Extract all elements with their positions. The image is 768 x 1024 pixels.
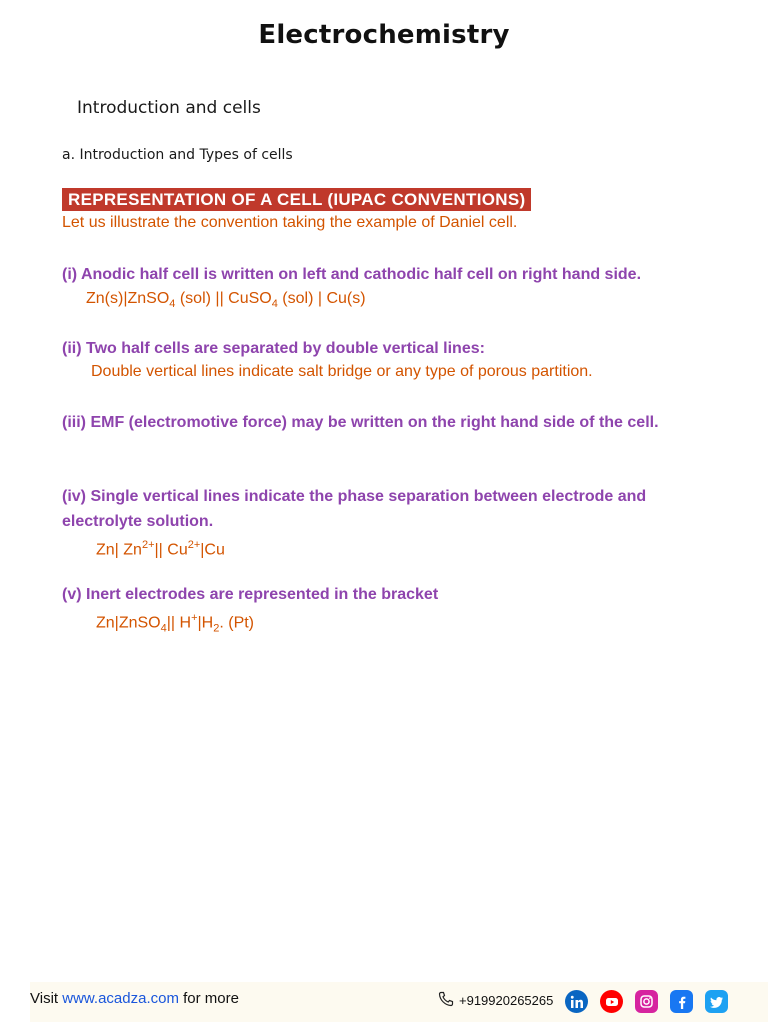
rule-1: (i) Anodic half cell is written on left and cathodic half cell on right hand side. <box>62 266 642 283</box>
example-1-sub-a: 4 <box>169 298 176 311</box>
section-heading: Introduction and cells <box>77 98 261 118</box>
example-1 <box>86 288 366 315</box>
example-5-part-d: . (Pt) <box>219 614 255 632</box>
banner-heading: REPRESENTATION OF A CELL (IUPAC CONVENTIONS) <box>62 188 531 211</box>
rule-4: (iv) Single vertical lines indicate the phase separation between electrode and electrolyte solution. <box>62 488 647 530</box>
instagram-icon[interactable] <box>635 990 658 1013</box>
example-4 <box>96 534 225 561</box>
example-5-sup-b: + <box>191 612 198 624</box>
example-5-sub-a: 4 <box>160 622 167 635</box>
example-1-part-b: (sol) || CuSO <box>175 290 272 307</box>
example-5-part-a: Zn|ZnSO <box>96 614 161 632</box>
example-4-sup-a: 2+ <box>141 539 155 551</box>
subsection-heading: a. Introduction and Types of cells <box>62 147 293 163</box>
example-1-part-a: Zn(s)|ZnSO <box>86 290 170 307</box>
example-5-sub-c: 2 <box>213 622 220 635</box>
phone-number: +919920265265 <box>459 993 554 1008</box>
page-title: Electrochemistry <box>258 20 510 50</box>
example-5-part-c: |H <box>197 614 214 632</box>
social-icons <box>565 990 728 1013</box>
example-5-part-b: || H <box>166 614 192 632</box>
visit-prefix: Visit <box>30 990 63 1007</box>
youtube-icon[interactable] <box>600 990 623 1013</box>
example-4-part-c: |Cu <box>200 541 225 559</box>
example-1-part-c: (sol) | Cu(s) <box>277 290 366 307</box>
rule-3: (iii) EMF (electromotive force) may be written on the right hand side of the cell. <box>62 414 659 431</box>
phone-icon <box>438 991 454 1010</box>
phone-contact[interactable] <box>438 991 553 1010</box>
website-link[interactable]: www.acadza.com <box>62 990 179 1007</box>
example-4-part-b: || Cu <box>154 541 188 559</box>
footer <box>30 982 768 1022</box>
visit-suffix: for more <box>178 990 239 1007</box>
example-4-part-a: Zn| Zn <box>96 541 142 559</box>
visit-text <box>30 990 239 1007</box>
example-4-sup-b: 2+ <box>187 539 201 551</box>
intro-text: Let us illustrate the convention taking the example of Daniel cell. <box>62 214 518 231</box>
twitter-icon[interactable] <box>705 990 728 1013</box>
rule-2: (ii) Two half cells are separated by double vertical lines: <box>62 340 485 357</box>
rule-5: (v) Inert electrodes are represented in the bracket <box>62 586 439 603</box>
facebook-icon[interactable] <box>670 990 693 1013</box>
example-1-sub-b: 4 <box>271 298 278 311</box>
example-5 <box>96 607 254 640</box>
linkedin-icon[interactable] <box>565 990 588 1013</box>
rule-2-note: Double vertical lines indicate salt bridge or any type of porous partition. <box>91 363 593 380</box>
